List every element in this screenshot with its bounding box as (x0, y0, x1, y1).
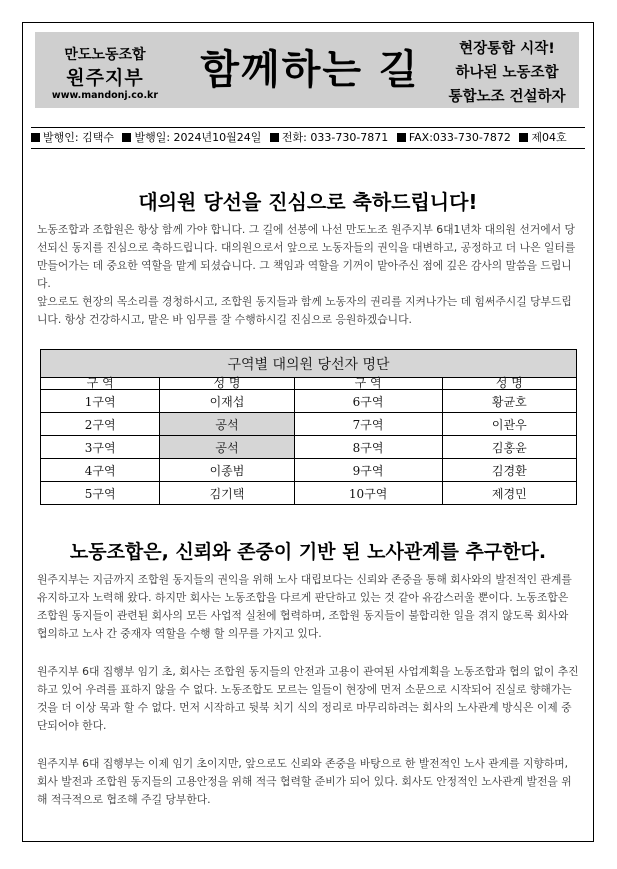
article1-paragraph-1: 노동조합과 조합원은 항상 함께 가야 합니다. 그 길에 선봉에 나선 만도노조 원주지부 6대1년차 대의원 선거에서 당선되신 동지를 진심으로 축하드립니다. 대의원으로서 앞으로 노동자들의 권익을 대변하고, 공정하고 더 나은 일터를 만들어가는 데 중요한 역할을 맡게 되셨습니다. 그 책임과 역할을 기꺼이 맡아주신 점에 깊은 감사의 말씀을 드립니다. (37, 223, 576, 290)
slogan-1: 현장통합 시작! (459, 41, 555, 57)
table-row (41, 390, 577, 413)
roster-name: 김기택 (160, 482, 294, 505)
square-bullet-icon (31, 133, 40, 142)
table-row (41, 413, 577, 436)
roster-name: 황균호 (442, 390, 576, 413)
article2-paragraph-3: 원주지부 6대 집행부는 이제 임기 초이지만, 앞으로도 신뢰와 존중을 바탕으로 한 발전적인 노사 관계를 지향하며, 회사 발전과 조합원 동지들의 고용안정을 위해 적극 협력할 준비가 되어 있다. 회사도 안정적인 노사관계 발전을 위해 적극적으로 협조해 주길 당부한다. (37, 757, 572, 806)
roster-header-row (41, 378, 577, 390)
article2-headline: 노동조합은, 신뢰와 존중이 기반 된 노사관계를 추구한다. (69, 541, 547, 563)
roster-name: 제경민 (442, 482, 576, 505)
square-bullet-icon (270, 133, 279, 142)
table-row (41, 436, 577, 459)
roster-header-zone: 구 역 (294, 378, 442, 390)
roster-header-zone: 구 역 (41, 378, 160, 390)
org-website-link[interactable]: www.mandonj.co.kr (51, 90, 159, 101)
publication-info-bar (31, 127, 585, 149)
roster-zone: 3구역 (41, 436, 160, 459)
slogan-2: 하나된 노동조합 (455, 65, 559, 81)
roster-name: 이종범 (160, 459, 294, 482)
roster-header-name: 성 명 (160, 378, 294, 390)
roster-zone: 4구역 (41, 459, 160, 482)
roster-zone: 6구역 (294, 390, 442, 413)
masthead-slogans (439, 32, 575, 108)
article1-headline: 대의원 당선을 진심으로 축하드립니다! (138, 190, 478, 214)
roster-name-vacant: 공석 (160, 413, 294, 436)
roster-header-name: 성 명 (442, 378, 576, 390)
newsletter-page (22, 22, 594, 842)
square-bullet-icon (397, 133, 406, 142)
roster-zone: 9구역 (294, 459, 442, 482)
issue-info: 제04호 (519, 131, 566, 144)
roster-name: 김경환 (442, 459, 576, 482)
square-bullet-icon (122, 133, 131, 142)
square-bullet-icon (519, 133, 528, 142)
phone-info: 전화: 033-730-7871 (270, 131, 388, 144)
roster-name-vacant: 공석 (160, 436, 294, 459)
newsletter-title: 함께하는 길 (200, 47, 420, 93)
date-info: 발행일: 2024년10월24일 (122, 131, 261, 144)
publisher-info: 발행인: 김택수 (31, 131, 114, 144)
table-row (41, 459, 577, 482)
fax-info: FAX:033-730-7872 (397, 131, 511, 144)
roster-zone: 10구역 (294, 482, 442, 505)
roster-zone: 8구역 (294, 436, 442, 459)
org-branch: 원주지부 (66, 67, 144, 89)
roster-zone: 1구역 (41, 390, 160, 413)
slogan-3: 통합노조 건설하자 (448, 89, 566, 105)
article2-paragraph-2: 원주지부 6대 집행부 임기 초, 회사는 조합원 동지들의 안전과 고용이 관여된 사업계획을 노동조합과 협의 없이 추진하고 있어 우려를 표하지 않을 수 없다. 노동조합도 모르는 일들이 현장에 먼저 소문으로 시작되어 진실로 향해가는 것을 더 이상 묵과 할 수 없다. 먼저 시작하고 뒷북 치기 식의 정리로 마무리하려는 회사의 노사관계 방식은 이제 중단되어야 한다. (37, 665, 579, 732)
article2-paragraph-1: 원주지부는 지금까지 조합원 동지들의 권익을 위해 노사 대립보다는 신뢰와 존중을 통해 회사와의 발전적인 관계를 유지하고자 노력해 왔다. 하지만 회사는 노동조합을 다르게 판단하고 있는 것 같아 유감스러울 뿐이다. 노동조합은 조합원 동지들이 관련된 회사의 모든 사업적 실천에 협력하며, 조합원 동지들이 불합리한 일을 겪지 않도록 회사와 협의하고 노사 간 중재자 역할을 수행 할 의무를 가지고 있다. (37, 573, 572, 640)
roster-zone: 5구역 (41, 482, 160, 505)
roster-zone: 7구역 (294, 413, 442, 436)
roster-caption: 구역별 대의원 당선자 명단 (41, 350, 577, 378)
roster-zone: 2구역 (41, 413, 160, 436)
org-name: 만도노동조합 (64, 47, 146, 63)
masthead-org-block (35, 32, 175, 108)
roster-name: 이재섭 (160, 390, 294, 413)
table-row (41, 482, 577, 505)
roster-name: 이관우 (442, 413, 576, 436)
roster-name: 김홍윤 (442, 436, 576, 459)
masthead (35, 32, 579, 108)
delegate-roster-table (40, 349, 577, 505)
article1-paragraph-2: 앞으로도 현장의 목소리를 경청하시고, 조합원 동지들과 함께 노동자의 권리를 지켜나가는 데 힘써주시길 당부드립니다. 항상 건강하시고, 맡은 바 임무를 잘 수행하시길 진심으로 응원하겠습니다. (37, 295, 572, 326)
